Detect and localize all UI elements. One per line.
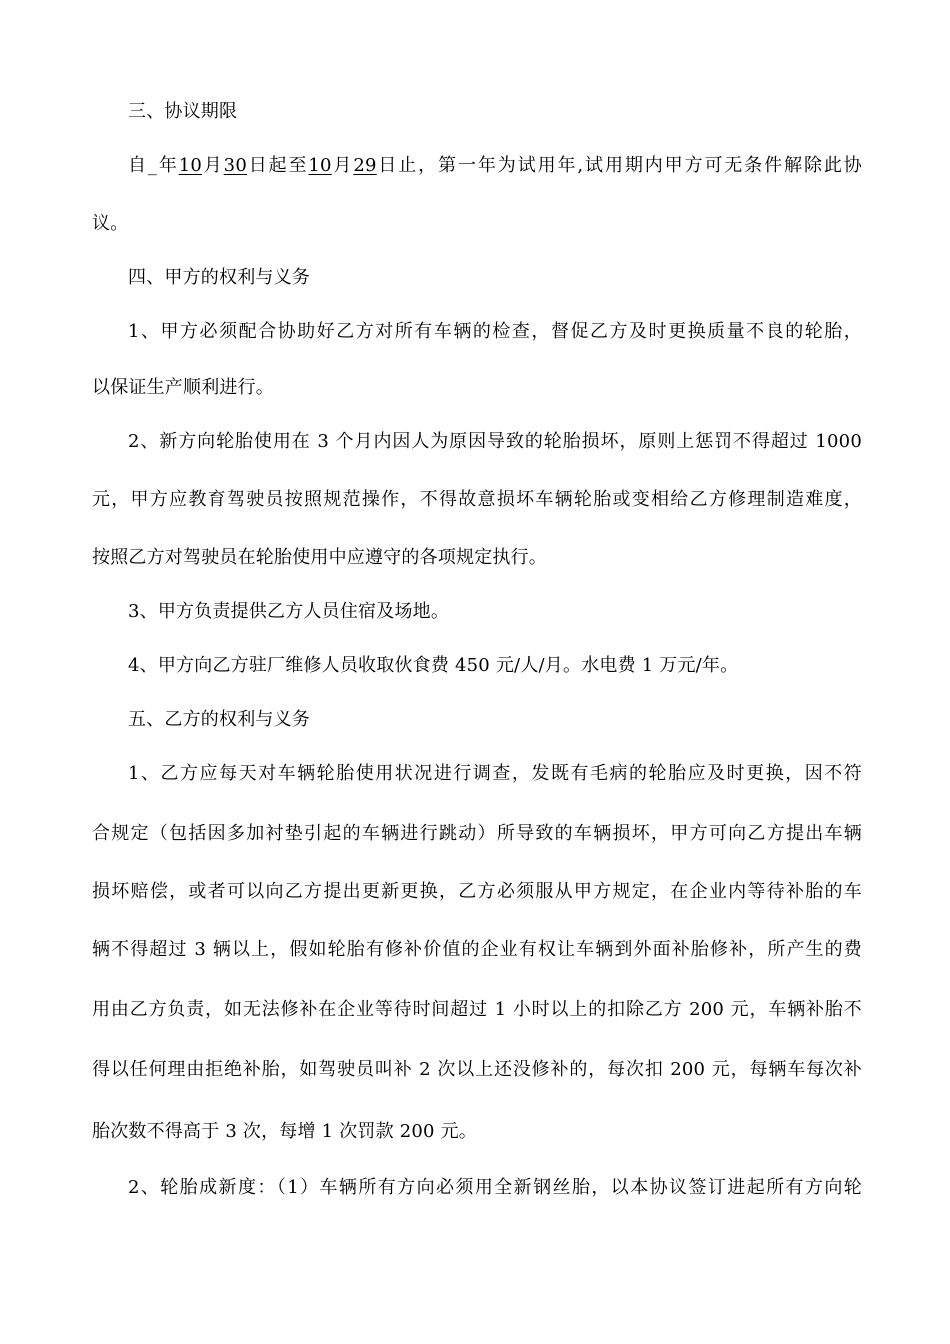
section-5-item-1-line-1: 1、乙方应每天对车辆轮胎使用状况进行调查，发既有毛病的轮胎应及时更换，因不符 (128, 763, 862, 784)
agreement-term-line (128, 154, 862, 178)
section-4-heading: 四、甲方的权利与义务 (128, 267, 310, 288)
section-5-item-1-line-5: 用由乙方负责，如无法修补在企业等待时间超过 1 小时以上的扣除乙方 200 元，车辆补胎不 (92, 999, 862, 1020)
section-5-item-1-line-2: 合规定（包括因多加衬垫引起的车辆进行跳动）所导致的车辆损坏，甲方可向乙方提出车辆 (92, 823, 862, 844)
term-year-blank: _ (147, 155, 158, 176)
term-suffix: 日止，第一年为试用年,试用期内甲方可无条件解除此协 (376, 155, 863, 176)
section-4-item-1-line-2: 以保证生产顺利进行。 (92, 377, 274, 398)
agreement-term-wrap: 议。 (92, 213, 129, 234)
start-day: 30 (223, 155, 247, 176)
end-day: 29 (353, 155, 377, 176)
month-unit: 月 (202, 155, 224, 176)
term-mid: 日起至 (246, 155, 309, 176)
section-4-item-2-line-3: 按照乙方对驾驶员在轮胎使用中应遵守的各项规定执行。 (92, 547, 547, 568)
section-5-item-1-line-7: 胎次数不得高于 3 次，每增 1 次罚款 200 元。 (92, 1121, 477, 1142)
section-4-item-3: 3、甲方负责提供乙方人员住宿及场地。 (128, 601, 450, 622)
term-year-unit: 年 (157, 155, 179, 176)
section-5-item-1-line-4: 辆不得超过 3 辆以上，假如轮胎有修补价值的企业有权让车辆到外面补胎修补，所产生的费 (92, 939, 862, 960)
section-3-heading: 三、协议期限 (128, 101, 238, 122)
section-4-item-2-line-1: 2、新方向轮胎使用在 3 个月内因人为原因导致的轮胎损坏，原则上惩罚不得超过 1000 (128, 431, 862, 452)
term-prefix: 自 (128, 155, 148, 176)
section-5-heading: 五、乙方的权利与义务 (128, 709, 310, 730)
section-5-item-1-line-6: 得以任何理由拒绝补胎，如驾驶员叫补 2 次以上还没修补的，每次扣 200 元，每辆车每次补 (92, 1059, 862, 1080)
section-5-item-2-line-1: 2、轮胎成新度：（1）车辆所有方向必须用全新钢丝胎，以本协议签订进起所有方向轮 (128, 1177, 862, 1198)
section-4-item-1-line-1: 1、甲方必须配合协助好乙方对所有车辆的检查，督促乙方及时更换质量不良的轮胎， (128, 321, 862, 342)
end-month: 10 (308, 155, 332, 176)
start-month: 10 (178, 155, 203, 176)
section-5-item-1-line-3: 损坏赔偿，或者可以向乙方提出更新更换，乙方必须服从甲方规定，在企业内等待补胎的车 (92, 881, 862, 902)
section-4-item-2-line-2: 元，甲方应教育驾驶员按照规范操作，不得故意损坏车辆轮胎或变相给乙方修理制造难度， (92, 489, 862, 510)
section-4-item-4: 4、甲方向乙方驻厂维修人员收取伙食费 450 元/人/月。水电费 1 万元/年。 (128, 655, 739, 676)
month-unit: 月 (331, 155, 354, 176)
